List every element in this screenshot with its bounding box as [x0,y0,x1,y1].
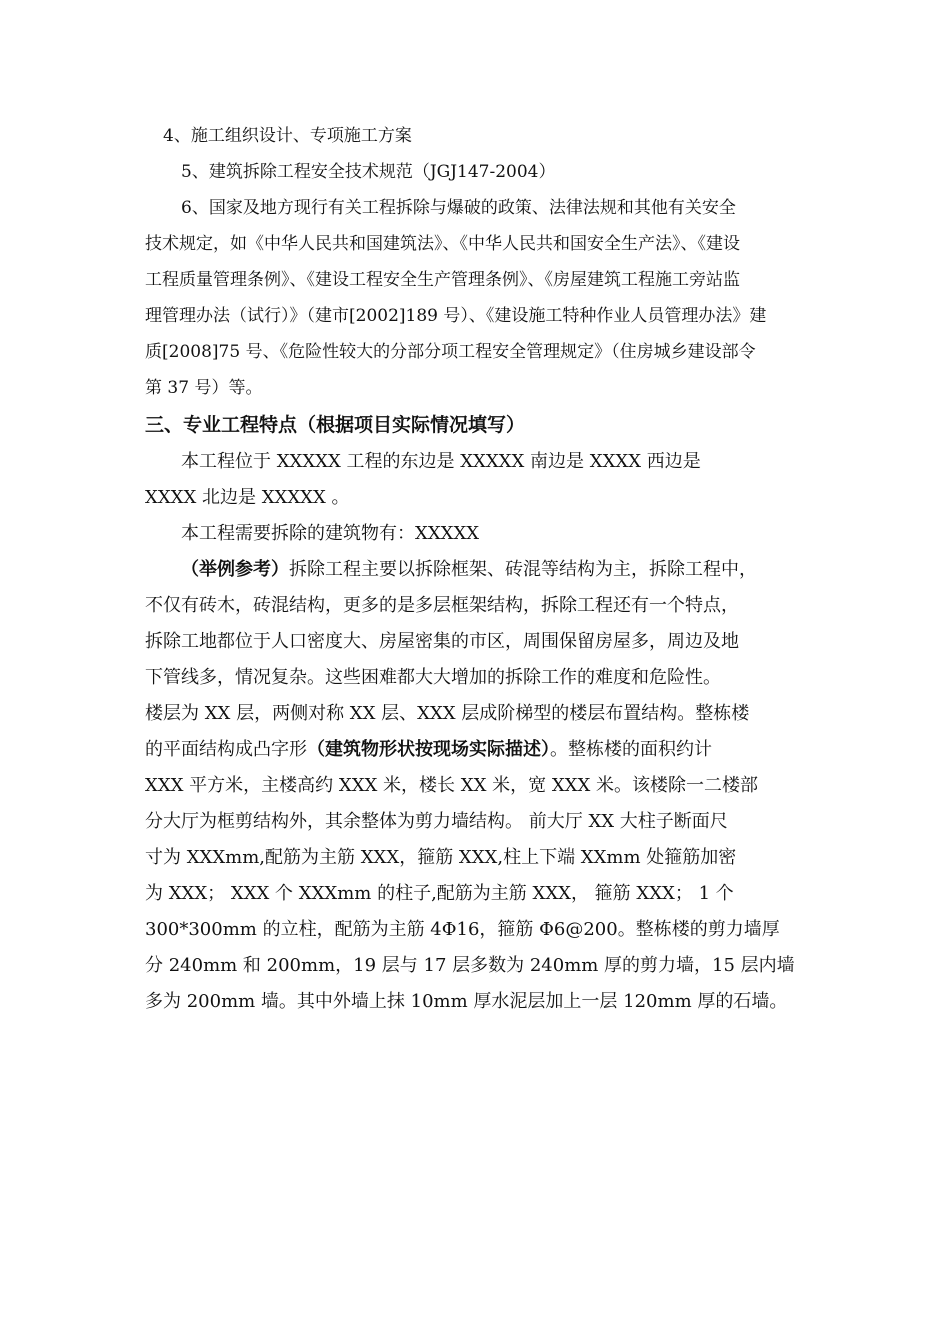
location-line: XXXX 北边是 XXXXX 。 [145,487,350,508]
section-heading: 三、专业工程特点（根据项目实际情况填写） [145,414,526,436]
example-line: 300*300mm 的立柱，配筋为主筋 4Φ16，箍筋 Φ6@200。整栋楼的剪力墙厚 [145,919,780,940]
example-line: 分 240mm 和 200mm，19 层与 17 层多数为 240mm 厚的剪力墙，15 层内墙 [145,955,795,976]
example-text: 拆除工程主要以拆除框架、砖混等结构为主，拆除工程中， [289,559,757,580]
buildings-paragraph: 本工程需要拆除的建筑物有：XXXXX [181,523,480,544]
example-line: 拆除工地都位于人口密度大、房屋密集的市区，周围保留房屋多，周边及地 [145,631,739,652]
example-line: 多为 200mm 墙。其中外墙上抹 10mm 厚水泥层加上一层 120mm 厚的石墙。 [145,991,788,1012]
reference-item-6-line: 6、国家及地方现行有关工程拆除与爆破的政策、法律法规和其他有关安全 [181,198,736,218]
location-paragraph [145,444,820,516]
example-line [145,732,820,768]
reference-item-6-line: 技术规定，如《中华人民共和国建筑法》、《中华人民共和国安全生产法》、《建设 [145,234,740,254]
example-line: 不仅有砖木，砖混结构，更多的是多层框架结构，拆除工程还有一个特点， [145,595,739,616]
shape-text: 的平面结构成凸字形 [145,739,307,760]
location-line: 本工程位于 XXXXX 工程的东边是 XXXXX 南边是 XXXX 西边是 [181,451,701,472]
reference-item-6 [145,190,820,406]
shape-note: （建筑物形状按现场实际描述） [307,739,550,760]
example-line: 下管线多，情况复杂。这些困难都大大增加的拆除工作的难度和危险性。 [145,667,721,688]
reference-item-6-line: 质[2008]75 号、《危险性较大的分部分项工程安全管理规定》（住房城乡建设部令 [145,342,756,362]
example-line: 为 XXX； XXX 个 XXXmm 的柱子,配筋为主筋 XXX， 箍筋 XXX； 1 个 [145,883,734,904]
reference-item-4: 4、施工组织设计、专项施工方案 [163,126,412,146]
example-line: 分大厅为框剪结构外，其余整体为剪力墙结构。 前大厅 XX 大柱子断面尺 [145,811,728,832]
example-line: 楼层为 XX 层，两侧对称 XX 层、XXX 层成阶梯型的楼层布置结构。整栋楼 [145,703,750,724]
example-line: 寸为 XXXmm,配筋为主筋 XXX，箍筋 XXX,柱上下端 XXmm 处箍筋加密 [145,847,737,868]
reference-item-6-line: 工程质量管理条例》、《建设工程安全生产管理条例》、《房屋建筑工程施工旁站监 [145,270,740,290]
reference-item-6-line: 第 37 号）等。 [145,378,263,398]
reference-item-5: 5、建筑拆除工程安全技术规范（JGJ147-2004） [181,162,556,182]
example-line [145,552,820,588]
example-label: （举例参考） [181,559,289,580]
example-line: XXX 平方米，主楼高约 XXX 米，楼长 XX 米，宽 XXX 米。该楼除一二楼部 [145,775,759,796]
document-page [145,118,820,1020]
shape-text: 。整栋楼的面积约计 [550,739,712,760]
reference-item-6-line: 理管理办法（试行）》（建市[2002]189 号）、《建设施工特种作业人员管理办法》建 [145,306,767,326]
example-paragraph [145,552,820,1020]
